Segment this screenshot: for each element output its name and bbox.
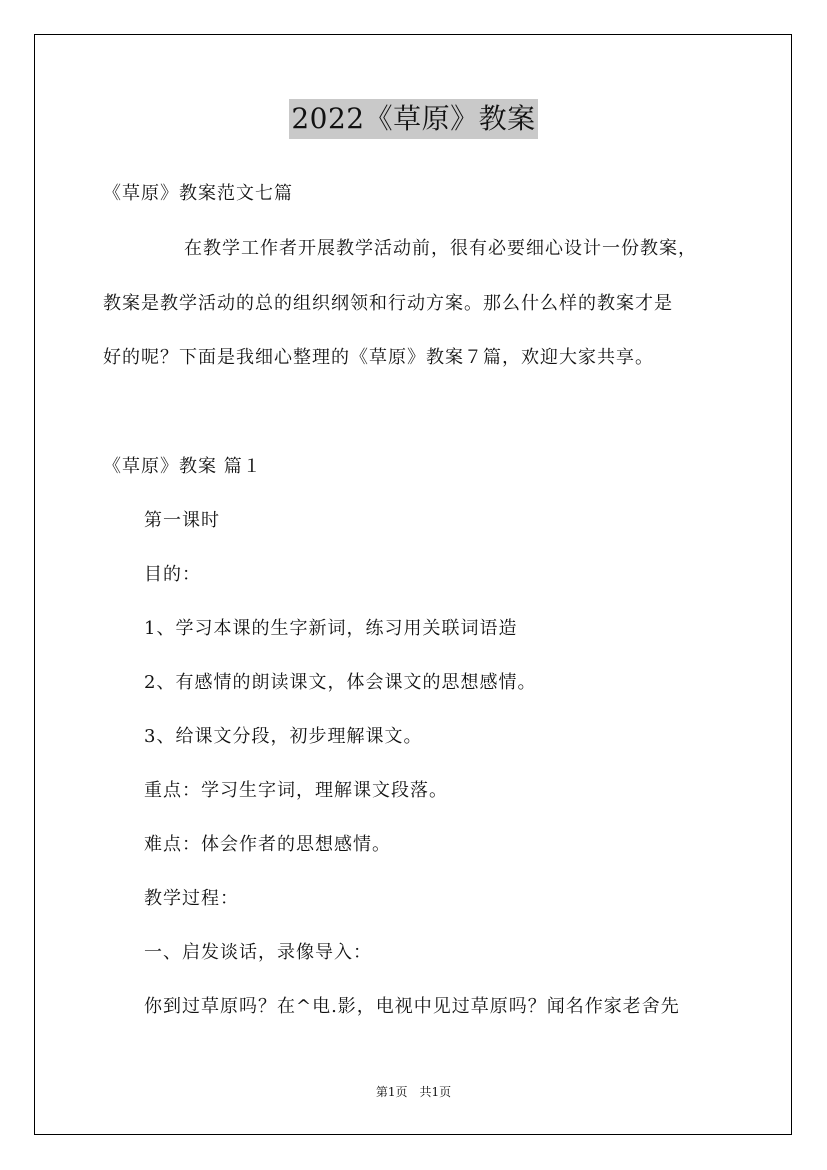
page-footer: 第1页 共1页 bbox=[375, 1085, 452, 1099]
document-title: 2022《草原》教案 bbox=[289, 99, 537, 139]
subtitle: 《草原》教案范文七篇 bbox=[103, 183, 293, 204]
section-heading: 《草原》教案 篇１ bbox=[103, 456, 262, 477]
document-title-container bbox=[0, 99, 827, 139]
lesson-line-4: 2、有感情的朗读课文，体会课文的思想感情。 bbox=[144, 672, 537, 693]
lesson-line-1: 第一课时 bbox=[144, 510, 220, 531]
lesson-line-8: 教学过程： bbox=[144, 888, 239, 909]
intro-line-3: 好的呢？下面是我细心整理的《草原》教案７篇，欢迎大家共享。 bbox=[103, 347, 654, 368]
lesson-line-3: 1、学习本课的生字新词，练习用关联词语造 bbox=[144, 618, 518, 639]
lesson-line-6: 重点：学习生字词，理解课文段落。 bbox=[144, 780, 448, 801]
lesson-line-2: 目的： bbox=[144, 564, 201, 585]
lesson-line-9: 一、启发谈话，录像导入： bbox=[144, 942, 372, 963]
lesson-line-5: 3、给课文分段，初步理解课文。 bbox=[144, 726, 423, 747]
intro-line-1: 在教学工作者开展教学活动前，很有必要细心设计一份教案， bbox=[184, 238, 697, 259]
intro-line-2: 教案是教学活动的总的组织纲领和行动方案。那么什么样的教案才是 bbox=[103, 293, 673, 314]
lesson-line-10: 你到过草原吗？在^电.影，电视中见过草原吗？闻名作家老舍先 bbox=[144, 996, 680, 1017]
lesson-line-7: 难点：体会作者的思想感情。 bbox=[144, 834, 391, 855]
